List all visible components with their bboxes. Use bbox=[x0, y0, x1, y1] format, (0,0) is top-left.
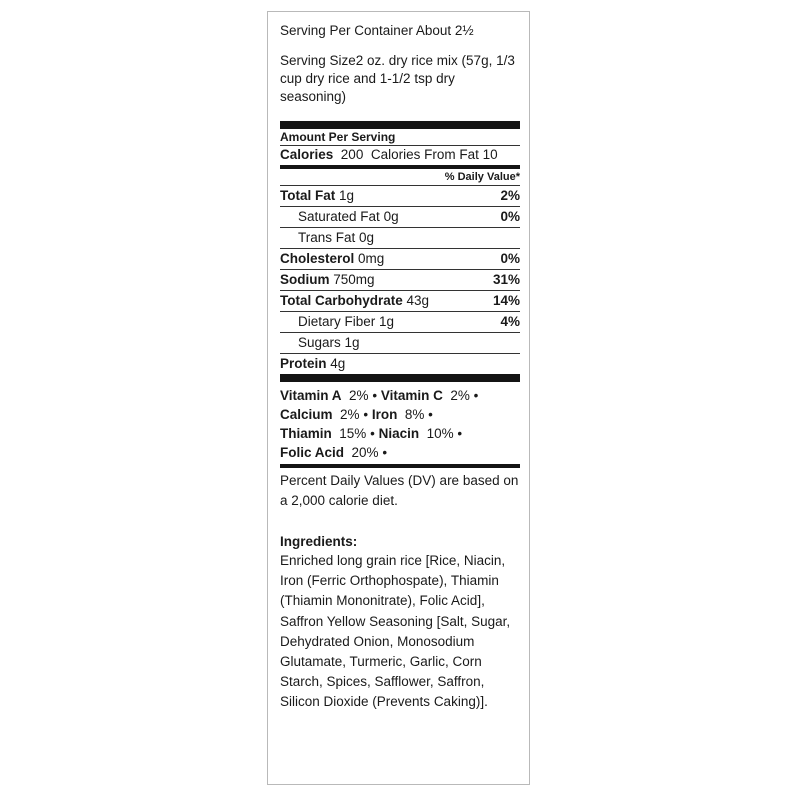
nutrient-row-saturated-fat bbox=[280, 207, 520, 228]
nutrient-row-trans-fat bbox=[280, 228, 520, 249]
ingredients-text: Enriched long grain rice [Rice, Niacin, Iron (Ferric Orthophospate), Thiamin (Thiamin Mononitrate), Folic Acid], Saffron Yellow Seasoning [Salt, Sugar, Dehydrated Onion, Monosodium Glutamate, Turmeric, Garlic, Corn Starch, Spices, Safflower, Saffron, Silicon Dioxide (Prevents Caking)]. bbox=[280, 553, 511, 710]
thick-divider bbox=[280, 374, 520, 382]
vitamin-name: Folic Acid bbox=[280, 445, 345, 460]
daily-value-header: % Daily Value* bbox=[280, 169, 520, 186]
calories-from-fat-label: Calories From Fat bbox=[370, 147, 479, 162]
vitamin-name: Calcium bbox=[280, 407, 333, 422]
nutrient-name: Saturated Fat bbox=[298, 209, 380, 224]
nutrient-row-total-fat bbox=[280, 186, 520, 207]
vitamin-line bbox=[280, 443, 520, 462]
bullet: • bbox=[372, 388, 378, 403]
nutrient-name: Dietary Fiber bbox=[298, 314, 376, 329]
nutrition-label-content bbox=[280, 22, 520, 713]
nutrient-percent: 31% bbox=[492, 272, 520, 287]
nutrient-name: Sugars bbox=[298, 335, 341, 350]
vitamins-block bbox=[280, 382, 520, 464]
vitamin-value: 2% bbox=[340, 407, 360, 422]
nutrient-amount: 0mg bbox=[358, 251, 385, 266]
nutrient-name: Sodium bbox=[280, 272, 330, 287]
nutrient-amount: 750mg bbox=[333, 272, 375, 287]
nutrient-name: Total Carbohydrate bbox=[280, 293, 403, 308]
bullet: • bbox=[428, 407, 433, 422]
nutrient-percent: 2% bbox=[500, 188, 520, 203]
nutrient-row-sodium bbox=[280, 270, 520, 291]
vitamin-name: Vitamin A bbox=[280, 388, 342, 403]
vitamin-name: Niacin bbox=[378, 426, 420, 441]
vitamin-name: Vitamin C bbox=[380, 388, 443, 403]
bullet: • bbox=[370, 426, 375, 441]
serving-size: Serving Size2 oz. dry rice mix (57g, 1/3 cup dry rice and 1-1/2 tsp dry seasoning) bbox=[280, 53, 515, 104]
nutrient-name: Cholesterol bbox=[280, 251, 355, 266]
vitamin-value: 2% bbox=[450, 388, 470, 403]
nutrient-row-total-carbohydrate bbox=[280, 291, 520, 312]
amount-per-serving-heading: Amount Per Serving bbox=[280, 129, 520, 146]
thick-divider bbox=[280, 121, 520, 129]
vitamin-value: 15% bbox=[339, 426, 367, 441]
ingredients-title: Ingredients: bbox=[280, 534, 358, 549]
nutrient-row-protein bbox=[280, 354, 520, 374]
nutrient-amount: 1g bbox=[344, 335, 360, 350]
nutrient-row-dietary-fiber bbox=[280, 312, 520, 333]
nutrient-amount: 1g bbox=[339, 188, 355, 203]
nutrient-percent: 14% bbox=[492, 293, 520, 308]
nutrient-amount: 0g bbox=[359, 230, 375, 245]
calories-value: 200 bbox=[340, 147, 364, 162]
calories-line bbox=[280, 146, 520, 165]
vitamin-value: 20% bbox=[351, 445, 379, 460]
nutrient-amount: 43g bbox=[406, 293, 430, 308]
nutrient-name: Total Fat bbox=[280, 188, 336, 203]
vitamin-value: 2% bbox=[349, 388, 369, 403]
bullet: • bbox=[363, 407, 369, 422]
vitamin-line bbox=[280, 405, 520, 424]
nutrient-percent: 4% bbox=[500, 314, 520, 329]
nutrient-amount: 4g bbox=[330, 356, 346, 371]
vitamin-line bbox=[280, 386, 520, 405]
calories-from-fat-value: 10 bbox=[482, 147, 498, 162]
nutrient-row-sugars bbox=[280, 333, 520, 354]
nutrient-percent: 0% bbox=[500, 251, 520, 266]
nutrient-name: Protein bbox=[280, 356, 327, 371]
nutrient-row-cholesterol bbox=[280, 249, 520, 270]
serving-per-container: Serving Per Container About 2½ bbox=[280, 23, 474, 38]
vitamin-value: 10% bbox=[426, 426, 454, 441]
medium-divider bbox=[280, 464, 520, 468]
vitamin-name: Thiamin bbox=[280, 426, 332, 441]
nutrient-percent: 0% bbox=[500, 209, 520, 224]
calories-label: Calories bbox=[280, 147, 334, 162]
bullet: • bbox=[382, 445, 388, 460]
nutrition-label-panel bbox=[267, 11, 530, 785]
bullet: • bbox=[457, 426, 463, 441]
nutrient-amount: 1g bbox=[379, 314, 395, 329]
vitamin-line bbox=[280, 424, 520, 443]
nutrient-amount: 0g bbox=[383, 209, 399, 224]
nutrient-name: Trans Fat bbox=[298, 230, 356, 245]
bullet: • bbox=[473, 388, 479, 403]
vitamin-name: Iron bbox=[371, 407, 398, 422]
daily-value-footnote: Percent Daily Values (DV) are based on a 2,000 calorie diet. bbox=[280, 473, 519, 508]
vitamin-value: 8% bbox=[404, 407, 425, 422]
